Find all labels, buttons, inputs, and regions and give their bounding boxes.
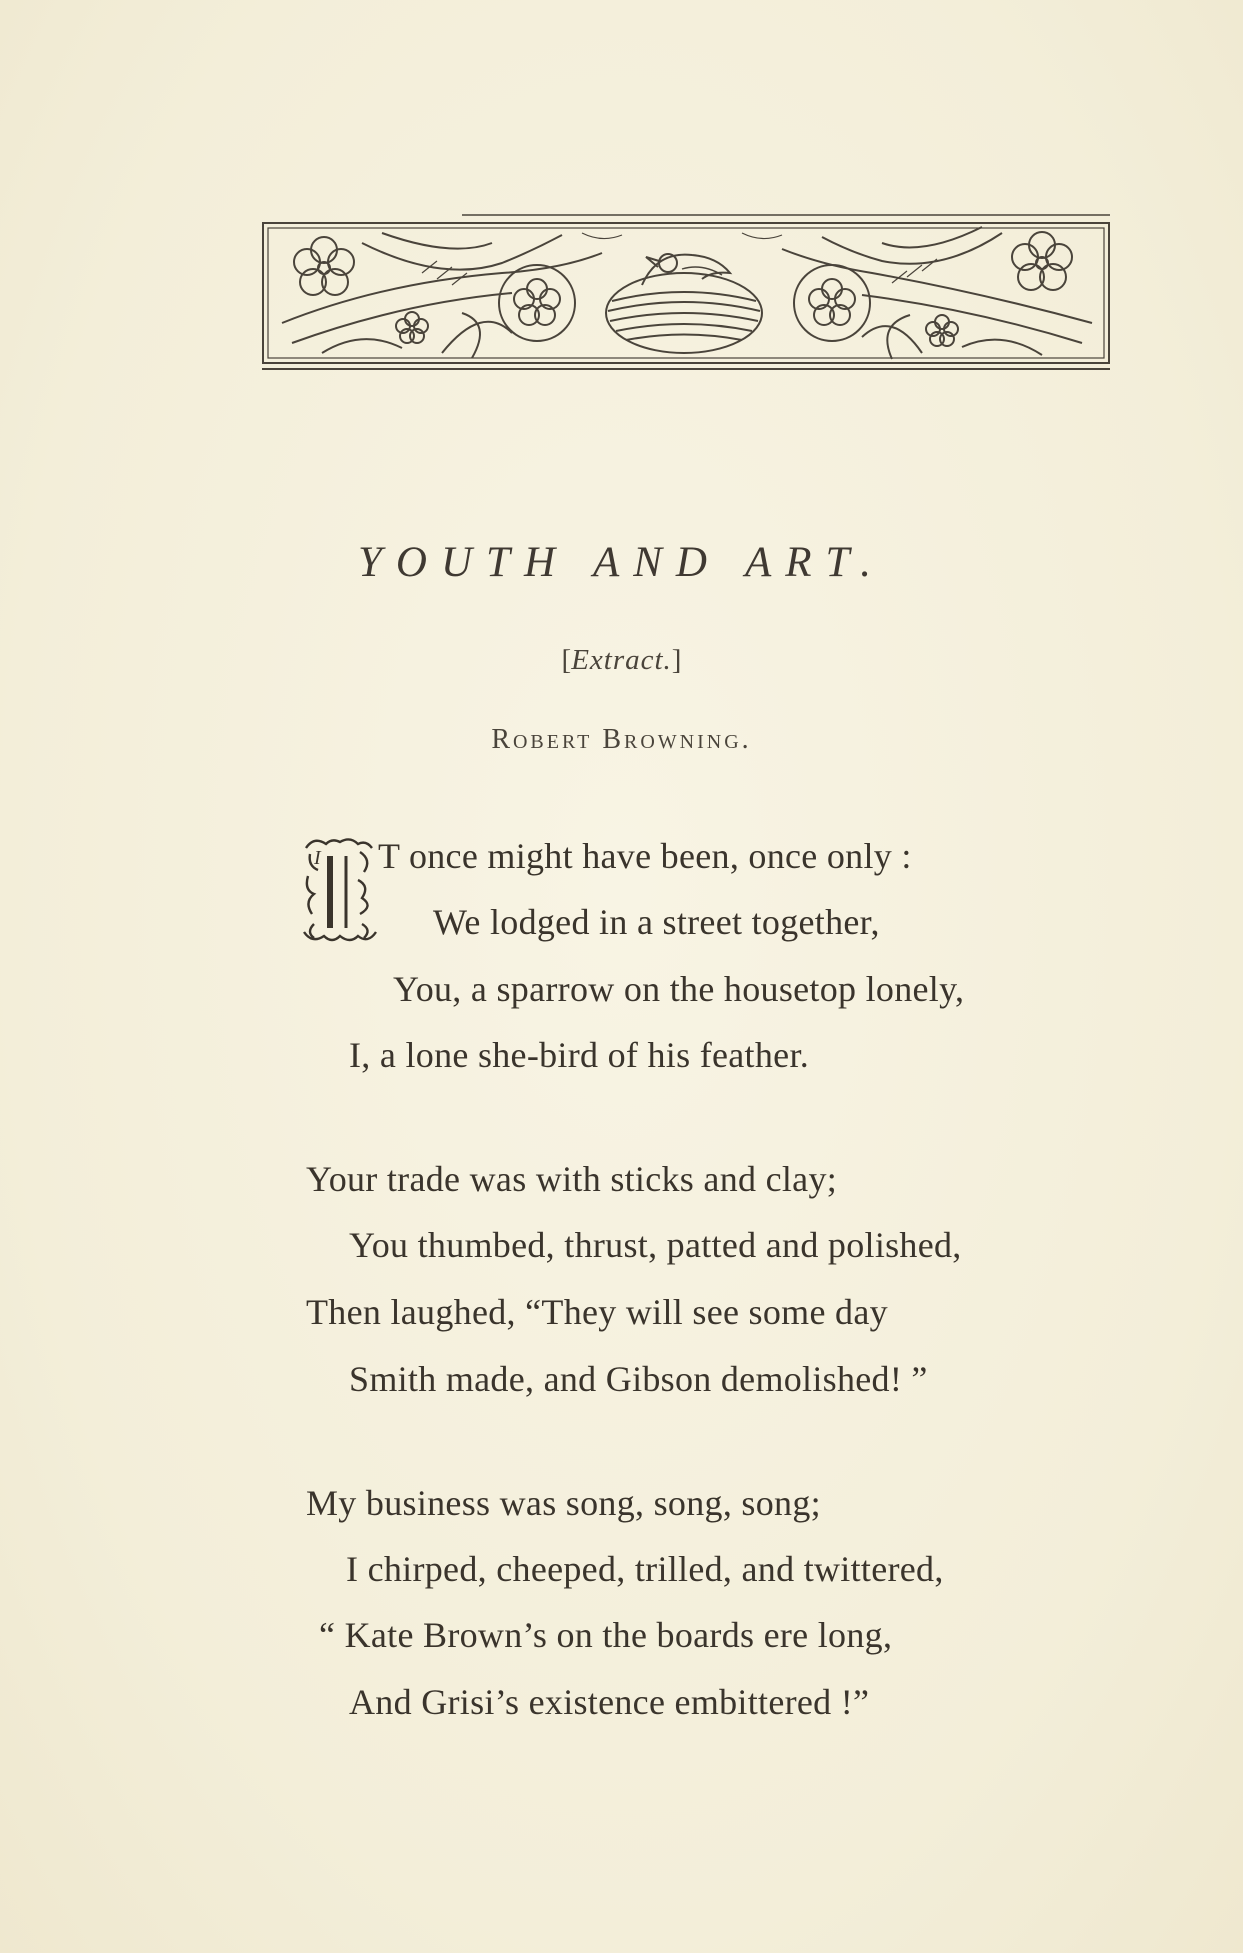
poem-line: I chirped, cheeped, trilled, and twittered, [346,1549,944,1589]
ornate-initial-letter-icon [300,836,380,946]
floral-bird-nest-ornament-icon [262,213,1110,371]
extract-note [0,644,1243,677]
poem-line: T once might have been, once only : [378,836,912,876]
extract-bracket-close: ] [671,644,682,676]
drop-cap-letter: I [314,847,321,869]
poem-line: We lodged in a street together, [433,902,880,942]
poem-line: And Grisi’s existence embittered !” [349,1682,870,1722]
poem-line: You thumbed, thrust, patted and polished, [349,1225,962,1265]
poem-line: Your trade was with sticks and clay; [306,1159,838,1199]
poem-line: Then laughed, “They will see some day [306,1292,888,1332]
poem-line: I, a lone she-bird of his feather. [349,1035,810,1075]
poem-line: You, a sparrow on the housetop lonely, [393,969,965,1009]
poem-line: My business was song, song, song; [306,1483,821,1523]
extract-bracket-open: [ [561,644,572,676]
poem-author: Robert Browning. [491,724,752,755]
extract-label: Extract. [571,644,672,676]
poem-title: YOUTH AND ART. [358,539,885,586]
poem-line: Smith made, and Gibson demolished! ” [349,1359,928,1399]
poem-line: “ Kate Brown’s on the boards ere long, [319,1615,893,1655]
